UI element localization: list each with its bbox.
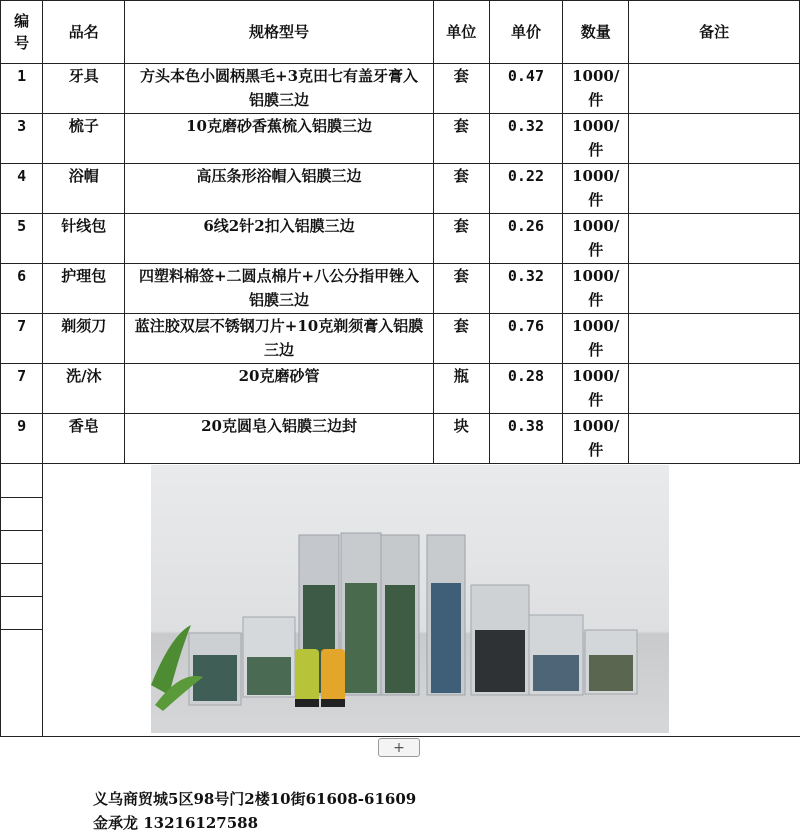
table-row: [1, 264, 800, 314]
cell-price: 0.47: [489, 64, 562, 114]
cell-qty: 1000/件: [563, 314, 629, 364]
cell-price: 0.38: [489, 414, 562, 464]
header-price: 单价: [489, 1, 562, 64]
cell-remark: [629, 64, 800, 114]
header-unit: 单位: [433, 1, 489, 64]
cell-name: 牙具: [43, 64, 125, 114]
cell-price: 0.26: [489, 214, 562, 264]
table-row: [1, 314, 800, 364]
cell-qty: 1000/件: [563, 264, 629, 314]
cell-price: 0.32: [489, 114, 562, 164]
cell-qty: 1000/件: [563, 414, 629, 464]
header-remark: 备注: [629, 1, 800, 64]
cell-name: 梳子: [43, 114, 125, 164]
table-row: [1, 114, 800, 164]
cell-remark: [629, 264, 800, 314]
cell-unit: 套: [433, 164, 489, 214]
cell-no: 4: [1, 164, 43, 214]
table-row: [1, 414, 800, 464]
cell-unit: 套: [433, 214, 489, 264]
cell-remark: [629, 214, 800, 264]
cell-unit: 套: [433, 64, 489, 114]
cell-price: 0.22: [489, 164, 562, 214]
cell-spec: 20克圆皂入铝膜三边封: [125, 414, 433, 464]
cell-qty: 1000/件: [563, 114, 629, 164]
footer-contact-person: 金承龙 13216127588: [93, 814, 259, 832]
cell-name: 护理包: [43, 264, 125, 314]
table-header-row: [1, 1, 800, 64]
cell-no: 1: [1, 64, 43, 114]
cell-unit: 块: [433, 414, 489, 464]
cell-unit: 套: [433, 314, 489, 364]
cell-spec: 四塑料棉签+二圆点棉片+八公分指甲锉入铝膜三边: [125, 264, 433, 314]
table-row: [1, 64, 800, 114]
cell-name: 洗/沐: [43, 364, 125, 414]
footer-address: 义乌商贸城5区98号门2楼10街61608-61609: [93, 790, 417, 808]
cell-name: 浴帽: [43, 164, 125, 214]
cell-spec: 高压条形浴帽入铝膜三边: [125, 164, 433, 214]
cell-unit: 瓶: [433, 364, 489, 414]
cell-unit: 套: [433, 114, 489, 164]
cell-remark: [629, 164, 800, 214]
cell-qty: 1000/件: [563, 364, 629, 414]
cell-price: 0.28: [489, 364, 562, 414]
cell-no: 9: [1, 414, 43, 464]
header-no: 编号: [1, 1, 43, 64]
cell-price: 0.76: [489, 314, 562, 364]
header-qty: 数量: [563, 1, 629, 64]
cell-remark: [629, 364, 800, 414]
cell-unit: 套: [433, 264, 489, 314]
cell-spec: 方头本色小圆柄黑毛+3克田七有盖牙膏入铝膜三边: [125, 64, 433, 114]
cell-remark: [629, 414, 800, 464]
product-photo-row: [0, 463, 800, 737]
cell-no: 5: [1, 214, 43, 264]
side-grid: [1, 463, 43, 736]
cell-qty: 1000/件: [563, 214, 629, 264]
header-spec: 规格型号: [125, 1, 433, 64]
cell-no: 7: [1, 314, 43, 364]
cell-spec: 6线2针2扣入铝膜三边: [125, 214, 433, 264]
table-row: [1, 214, 800, 264]
cell-qty: 1000/件: [563, 164, 629, 214]
product-photo: [151, 465, 669, 733]
cell-name: 剃须刀: [43, 314, 125, 364]
add-row-button[interactable]: +: [378, 738, 420, 757]
footer-contact: [93, 787, 416, 835]
cell-no: 3: [1, 114, 43, 164]
cell-remark: [629, 114, 800, 164]
cell-no: 7: [1, 364, 43, 414]
cell-spec: 10克磨砂香蕉梳入铝膜三边: [125, 114, 433, 164]
cell-no: 6: [1, 264, 43, 314]
cell-price: 0.32: [489, 264, 562, 314]
header-name: 品名: [43, 1, 125, 64]
cell-qty: 1000/件: [563, 64, 629, 114]
cell-remark: [629, 314, 800, 364]
amenity-kit-illustration: [151, 465, 669, 733]
cell-name: 香皂: [43, 414, 125, 464]
cell-name: 针线包: [43, 214, 125, 264]
cell-spec: 20克磨砂管: [125, 364, 433, 414]
table-row: [1, 164, 800, 214]
cell-spec: 蓝注胶双层不锈钢刀片+10克剃须膏入铝膜三边: [125, 314, 433, 364]
table-row: [1, 364, 800, 414]
